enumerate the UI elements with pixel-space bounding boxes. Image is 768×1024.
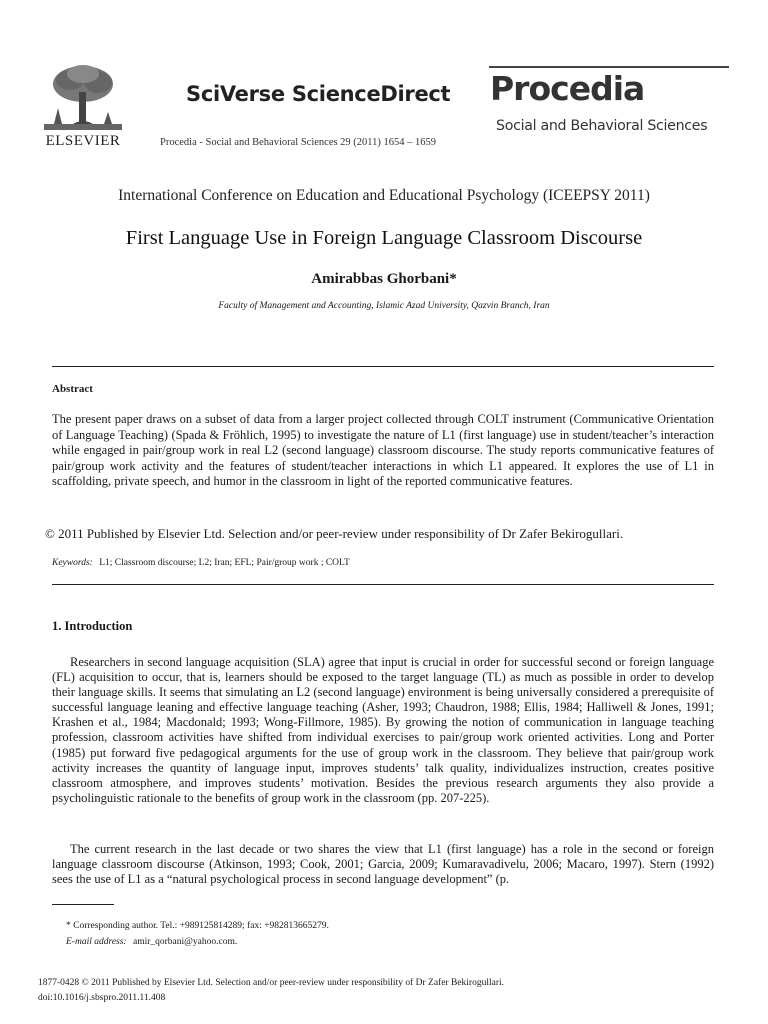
footnote-corresponding-author: * Corresponding author. Tel.: +989125814289; fax: +982813665279. bbox=[66, 921, 329, 931]
journal-name: Procedia bbox=[490, 69, 645, 108]
footer-issn-line: 1877-0428 © 2011 Published by Elsevier Ltd. Selection and/or peer-review under responsibility of Dr Zafer Bekirogullari. bbox=[38, 978, 504, 988]
author-affiliation: Faculty of Management and Accounting, Islamic Azad University, Qazvin Branch, Iran bbox=[218, 301, 550, 311]
conference-name: International Conference on Education and Educational Psychology (ICEEPSY 2011) bbox=[118, 187, 650, 204]
keywords-label: Keywords: bbox=[52, 558, 93, 568]
keywords-line bbox=[52, 558, 350, 568]
footnote-email bbox=[66, 937, 237, 947]
author-name: Amirabbas Ghorbani* bbox=[311, 271, 457, 287]
footer-doi[interactable]: doi:10.1016/j.sbspro.2011.11.408 bbox=[38, 993, 166, 1003]
intro-paragraph-1: Researchers in second language acquisition (SLA) agree that input is crucial in order for successful second or foreign language (FL) acquisition to occur, that is, learners should be exposed to the target language (TL) as much as possible in order to develop their language skills. It seems that simulating an L2 (second language) environment is being universally considered a prerequisite of successful language leaning and effective language teaching (Asher, 1993; Chaudron, 1988; Ellis, 1984; Halliwell & Jones, 1991; Krashen et al., 1984; Macdonald; 1993; Wong-Fillmore, 1985). By growing the notion of communication in language teaching profession, classroom activities have shifted from individual exercises to pair/group work oriented activities. Long and Porter (1985) put forward five pedagogical arguments for the use of group work in the classroom. They believe that pair/group work activity increases the quantity of language input, improves students’ talk quality, individualizes instruction, creates positive classroom atmosphere, and improves students’ motivation. Besides the previous research arguments they also provide a psycholinguistic rationale to the benefits of group work in the classroom (pp. 207-225). bbox=[52, 655, 714, 805]
publisher-logo-text: ELSEVIER bbox=[45, 133, 121, 149]
abstract-bottom-divider bbox=[52, 584, 714, 585]
keywords-list: L1; Classroom discourse; L2; Iran; EFL; Pair/group work ; COLT bbox=[99, 558, 350, 568]
abstract-text: The present paper draws on a subset of data from a larger project collected through COLT instrument (Communicative Orientation of Language Teaching) (Spada & Fröhlich, 1995) to investigate the nature of L1 (first language) use in student/teacher’s interaction while engaged in pair/group work in real L2 (second language) classroom discourse. The study reports communicative features of pair/group work activity and the features of student/teacher interactions in which L1 appeared. It explores the use of L1 in scaffolding, private speech, and humor in the classroom in light of the reported communicative features. bbox=[52, 412, 714, 488]
paper-title: First Language Use in Foreign Language Classroom Discourse bbox=[125, 227, 643, 249]
abstract-heading: Abstract bbox=[52, 383, 93, 395]
journal-subtitle: Social and Behavioral Sciences bbox=[496, 118, 708, 134]
email-label: E-mail address: bbox=[66, 937, 127, 947]
platform-brand: SciVerse ScienceDirect bbox=[186, 82, 451, 106]
abstract-top-divider bbox=[52, 366, 714, 367]
journal-reference: Procedia - Social and Behavioral Sciences 29 (2011) 1654 – 1659 bbox=[160, 137, 437, 148]
journal-brand-divider bbox=[489, 66, 729, 68]
abstract-copyright: © 2011 Published by Elsevier Ltd. Selection and/or peer-review under responsibility of Dr Zafer Bekirogullari. bbox=[45, 526, 624, 541]
footnote-divider bbox=[52, 904, 114, 905]
intro-paragraph-2: The current research in the last decade or two shares the view that L1 (first language) has a role in the second or foreign language classroom discourse (Atkinson, 1993; Cook, 2001; Garcia, 2009; Kumaravadivelu, 2006; Macaro, 1997). Stern (1992) sees the use of L1 as a “natural psychological process in second language development” (p. bbox=[52, 842, 714, 887]
section-heading-introduction: 1. Introduction bbox=[52, 619, 133, 633]
email-address[interactable]: amir_qorbani@yahoo.com. bbox=[132, 937, 238, 947]
